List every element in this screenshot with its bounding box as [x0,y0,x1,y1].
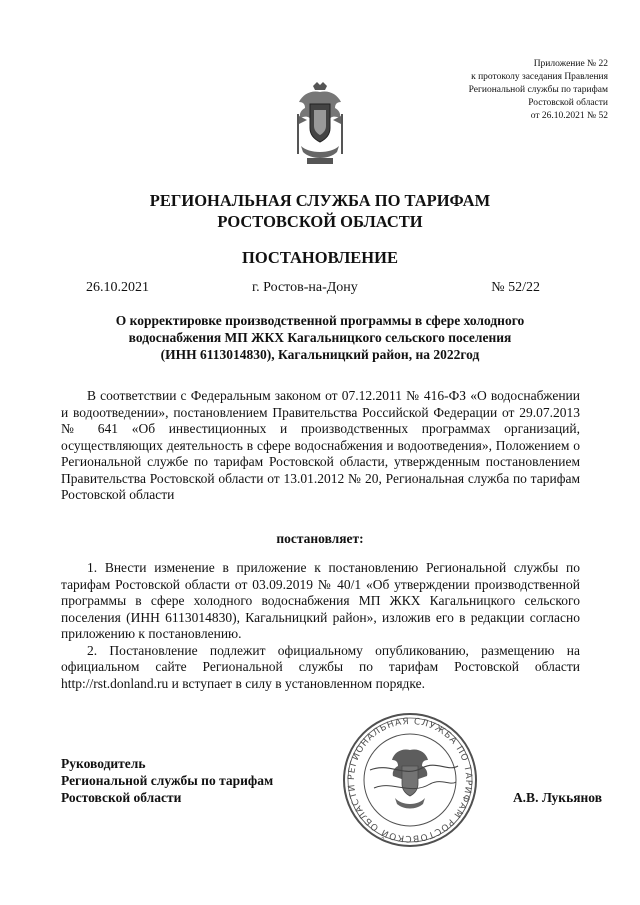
appendix-note [368,58,608,123]
round-seal-icon [340,710,480,850]
position-line: Региональной службы по тарифам [61,773,274,788]
resolution-item: 2. Постановление подлежит официальному опубликованию, размещению на официальном сайте Региональной службы по тарифам Ростовской области http://rst.donland.ru и вступает в силу в установленном порядке. [61,642,580,691]
document-number: № 52/22 [491,280,540,295]
subject-line: водоснабжения МП ЖКХ Кагальницкого сельского поселения [128,330,512,345]
coat-of-arms-icon [291,80,349,168]
preamble-section [61,388,580,504]
seal-outer-text: РЕГИОНАЛЬНАЯ СЛУЖБА ПО ТАРИФАМ РОСТОВСКОЙ ОБЛАСТИ [346,716,474,844]
appendix-line: Приложение № 22 [533,59,608,69]
appendix-line: Региональной службы по тарифам [468,85,608,95]
signatory-position [61,755,273,806]
document-city: г. Ростов-на-Дону [252,280,358,295]
resolution-item: 1. Внести изменение в приложение к постановлению Региональной службы по тарифам Ростовской области от 03.09.2019 № 40/1 «Об утверждении производственной программы в сфере холодного водоснабжения МП ЖКХ Кагальницкого сельского поселения (ИНН 6113014830), Кагальницкий район», изложив его в редакции согласно приложению к постановлению. [61,560,580,641]
appendix-line: Ростовской области [528,98,608,108]
organization-title [60,190,580,232]
signatory-name: А.В. Лукьянов [512,790,602,805]
org-title-line: РЕГИОНАЛЬНАЯ СЛУЖБА ПО ТАРИФАМ [149,191,491,210]
appendix-line: к протоколу заседания Правления [471,72,608,82]
resolves-heading: постановляет: [276,531,364,546]
appendix-line: от 26.10.2021 № 52 [530,111,608,121]
position-line: Руководитель [61,756,146,771]
subject-line: О корректировке производственной программы в сфере холодного [115,313,525,328]
resolution-items [61,560,580,692]
subject-line: (ИНН 6113014830), Кагальницкий район, на 2022год [160,347,480,362]
document-date: 26.10.2021 [86,280,149,295]
position-line: Ростовской области [61,790,182,805]
preamble-paragraph: В соответствии с Федеральным законом от 07.12.2011 № 416-ФЗ «О водоснабжении и водоотведении», постановлением Правительства Российской Федерации от 29.07.2013 № 641 «Об инвестиционных и производственных программах организаций, осуществляющих деятельность в сфере водоснабжения и водоотведения», Положением о Региональной службе по тарифам Ростовской области, утвержденным постановлением Правительства Ростовской области от 13.01.2012 № 20, Региональная служба по тарифам Ростовской области [61,388,580,502]
document-type-title: ПОСТАНОВЛЕНИЕ [242,248,398,267]
org-title-line: РОСТОВСКОЙ ОБЛАСТИ [217,212,423,231]
document-subject [70,312,570,363]
